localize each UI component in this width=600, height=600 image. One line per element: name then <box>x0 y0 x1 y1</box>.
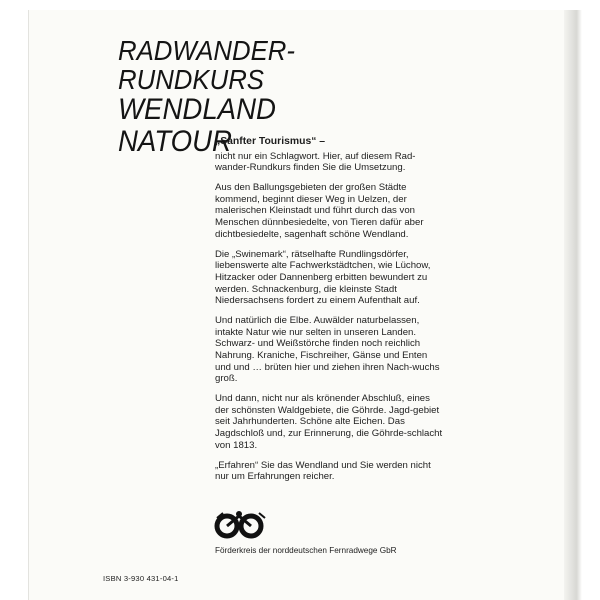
lead-quote: „Sanfter Tourismus“ – <box>215 136 326 147</box>
title-line-2: RUNDKURS <box>118 64 264 95</box>
title-line-1: RADWANDER- <box>118 35 295 66</box>
paragraph-4: Und natürlich die Elbe. Auwälder naturbelassen, intakte Natur wie nur selten in unseren Landen. Schwarz- und Weißstörche finden noch reichlich Nahrung. Kraniche, Fischreiher, Gänse und Enten und und … brüten hier und ziehen ihren Nach-wuchs groß. <box>215 315 440 385</box>
page-edge-shadow <box>564 10 582 600</box>
paragraph-5: Und dann, nicht nur als krönender Abschluß, eines der schönsten Waldgebiete, die Göhrde. Jagd-gebiet seit Jahrhunderten. Schöne alte Eichen. Das Jagdschloß und, zur Erinnerung, die Göhrde-schlacht von 1813. <box>215 393 443 451</box>
paragraph-6: „Erfahren“ Sie das Wendland und Sie werden nicht nur um Erfahrungen reicher. <box>215 459 431 483</box>
cyclist-wheels-logo-icon <box>214 509 268 539</box>
title-line-3: WENDLAND NATOUR <box>118 93 276 158</box>
paragraph-1: nicht nur ein Schlagwort. Hier, auf diesem Rad-wander-Rundkurs finden Sie die Umsetzung. <box>215 150 416 174</box>
paragraph-2: Aus den Ballungsgebieten der großen Städte kommend, beginnt dieser Weg in Uelzen, der malerischen Kleinstadt und führt durch das von Menschen dünnbesiedelte, von Tieren dafür aber dichtbesiedelte, sagenhaft schöne Wendland. <box>215 182 424 240</box>
body-text <box>215 136 445 491</box>
publisher-line: Förderkreis der norddeutschen Fernradwege GbR <box>215 546 397 555</box>
paragraph-3: Die „Swinemark“, rätselhafte Rundlingsdörfer, liebenswerte alte Fachwerkstädtchen, wie Lüchow, Hitzacker oder Dannenberg erbitten bewundert zu werden. Schnackenburg, die kleinste Stadt Niedersachsens fordert zu einem Aufenthalt auf. <box>215 248 431 307</box>
isbn-label: ISBN 3-930 431-04-1 <box>103 574 179 583</box>
